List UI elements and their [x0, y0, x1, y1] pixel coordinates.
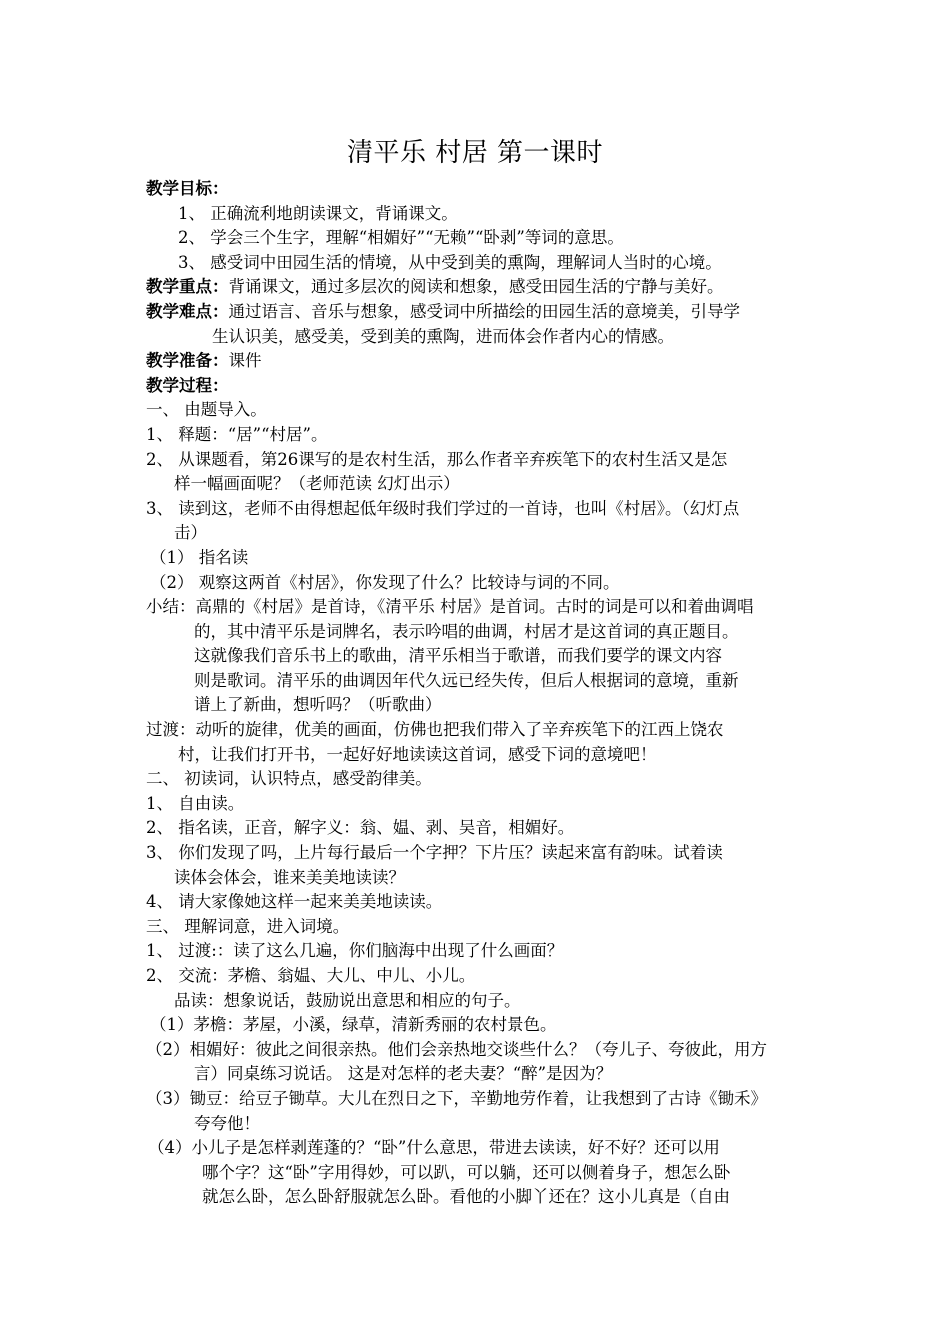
text-line	[146, 300, 810, 325]
text-line	[146, 521, 810, 546]
text-line	[146, 939, 810, 964]
text-line	[146, 767, 810, 792]
line-text: 这就像我们音乐书上的歌曲，清平乐相当于歌谱，而我们要学的课文内容	[194, 646, 722, 666]
text-line	[146, 472, 810, 497]
line-text: 就怎么卧，怎么卧舒服就怎么卧。看他的小脚丫还在？这小儿真是（自由	[202, 1187, 730, 1207]
line-text: （3）锄豆：给豆子锄草。大儿在烈日之下，辛勤地劳作着，让我想到了古诗《锄禾》	[146, 1088, 767, 1108]
line-text: 哪个字？这“卧”字用得妙，可以趴，可以躺，还可以侧着身子，想怎么卧	[202, 1162, 731, 1182]
text-line	[146, 374, 810, 399]
line-text: 2、 学会三个生字，理解“相媚好”“无赖”“卧剥”等词的意思。	[178, 228, 624, 248]
text-line	[146, 1161, 810, 1186]
text-line	[146, 497, 810, 522]
line-text: 1、 正确流利地朗读课文，背诵课文。	[178, 203, 458, 223]
text-line	[146, 792, 810, 817]
text-line	[146, 1062, 810, 1087]
line-text: 通过语言、音乐与想象，感受词中所描绘的田园生活的意境美，引导学	[228, 301, 740, 321]
text-line	[146, 546, 810, 571]
line-text: 品读：想象说话，鼓励说出意思和相应的句子。	[174, 990, 521, 1010]
line-text: （1）茅檐：茅屋，小溪，绿草，清新秀丽的农村景色。	[150, 1015, 557, 1035]
text-line	[146, 325, 810, 350]
text-line	[146, 718, 810, 743]
line-text: 2、 交流：茅檐、翁媪、大儿、中儿、小儿。	[146, 966, 476, 985]
line-text: （1） 指名读	[150, 547, 249, 567]
text-line	[146, 866, 810, 891]
line-text: 1、 释题：“居”“村居”。	[146, 424, 328, 444]
section-label: 教学重点：	[146, 277, 229, 297]
line-text: 言）同桌练习说话。 这是对怎样的老夫妻？“醉”是因为？	[194, 1064, 613, 1084]
line-text: 二、 初读词，认识特点，感受韵律美。	[146, 769, 432, 789]
text-line	[146, 620, 810, 645]
text-line	[146, 816, 810, 841]
line-text: 1、 过渡:：读了这么几遍，你们脑海中出现了什么画面？	[146, 941, 564, 961]
text-line	[146, 669, 810, 694]
text-line	[146, 890, 810, 915]
line-text: 则是歌词。清平乐的曲调因年代久远已经失传，但后人根据词的意境，重新	[194, 670, 739, 690]
line-text: 击）	[174, 523, 207, 543]
line-text: 背诵课文，通过多层次的阅读和想象，感受田园生活的宁静与美好。	[228, 277, 724, 297]
line-text: 小结：高鼎的《村居》是首诗，《清平乐 村居》是首词。古时的词是可以和着曲调唱	[146, 597, 754, 617]
line-text: 三、 理解词意，进入词境。	[146, 916, 350, 936]
line-text: （2）相媚好：彼此之间很亲热。他们会亲热地交谈些什么？（夸儿子、夸彼此，用方	[146, 1039, 767, 1059]
text-line	[146, 202, 810, 227]
line-text: 谱上了新曲，想听吗？（听歌曲）	[194, 695, 442, 715]
section-label: 教学目标：	[146, 179, 229, 198]
text-line	[146, 1136, 810, 1161]
text-line	[146, 595, 810, 620]
line-text: 读体会体会，谁来美美地读读？	[174, 867, 405, 887]
line-text: 1、 自由读。	[146, 793, 245, 813]
line-text: 夸夸他！	[194, 1113, 260, 1133]
line-text: 3、 你们发现了吗，上片每行最后一个字押？下片压？读起来富有韵味。试着读	[146, 843, 723, 863]
text-line	[146, 251, 810, 276]
line-text: 3、 读到这，老师不由得想起低年级时我们学过的一首诗，也叫《村居》。（幻灯点	[146, 498, 740, 518]
line-text: 村，让我们打开书，一起好好地读读这首词，感受下词的意境吧！	[178, 744, 657, 764]
text-line	[146, 1087, 810, 1112]
text-line	[146, 275, 810, 300]
line-text: 生认识美，感受美，受到美的熏陶，进而体会作者内心的情感。	[212, 326, 674, 346]
text-line	[146, 349, 810, 374]
line-text: 课件	[228, 351, 262, 371]
text-line	[146, 448, 810, 473]
text-line	[146, 571, 810, 596]
text-line	[146, 915, 810, 940]
text-line	[146, 989, 810, 1014]
line-text: 样一幅画面呢？（老师范读 幻灯出示）	[174, 474, 460, 494]
line-text: 3、 感受词中田园生活的情境，从中受到美的熏陶，理解词人当时的心境。	[178, 252, 722, 272]
text-line	[146, 226, 810, 251]
line-text: （4）小儿子是怎样剥莲蓬的？“卧”什么意思，带进去读读，好不好？还可以用	[148, 1138, 720, 1158]
section-label: 教学准备：	[146, 351, 229, 371]
text-line	[146, 398, 810, 423]
section-label: 教学难点：	[146, 301, 229, 321]
text-line	[146, 644, 810, 669]
text-line	[146, 1185, 810, 1210]
line-text: 的，其中清平乐是词牌名，表示吟唱的曲调，村居才是这首词的真正题目。	[194, 621, 739, 641]
section-label: 教学过程：	[146, 375, 229, 395]
document-title: 清平乐 村居 第一课时	[346, 138, 604, 168]
text-line	[146, 1038, 810, 1063]
line-text: 2、 指名读，正音，解字义：翁、媪、剥、吴音，相媚好。	[146, 818, 575, 838]
text-line	[146, 693, 810, 718]
document-body	[146, 177, 810, 1210]
line-text: 2、 从课题看，第26课写的是农村生活，那么作者辛弃疾笔下的农村生活又是怎	[146, 449, 728, 469]
line-text: （2） 观察这两首《村居》，你发现了什么？比较诗与词的不同。	[150, 572, 620, 592]
text-line	[146, 964, 810, 989]
text-line	[146, 177, 810, 202]
line-text: 过渡：动听的旋律，优美的画面，仿佛也把我们带入了辛弃疾笔下的江西上饶农	[146, 720, 724, 740]
text-line	[146, 743, 810, 768]
text-line	[146, 1112, 810, 1137]
line-text: 4、 请大家像她这样一起来美美地读读。	[146, 892, 443, 912]
text-line	[146, 841, 810, 866]
line-text: 一、 由题导入。	[146, 400, 267, 420]
text-line	[146, 1013, 810, 1038]
text-line	[146, 423, 810, 448]
